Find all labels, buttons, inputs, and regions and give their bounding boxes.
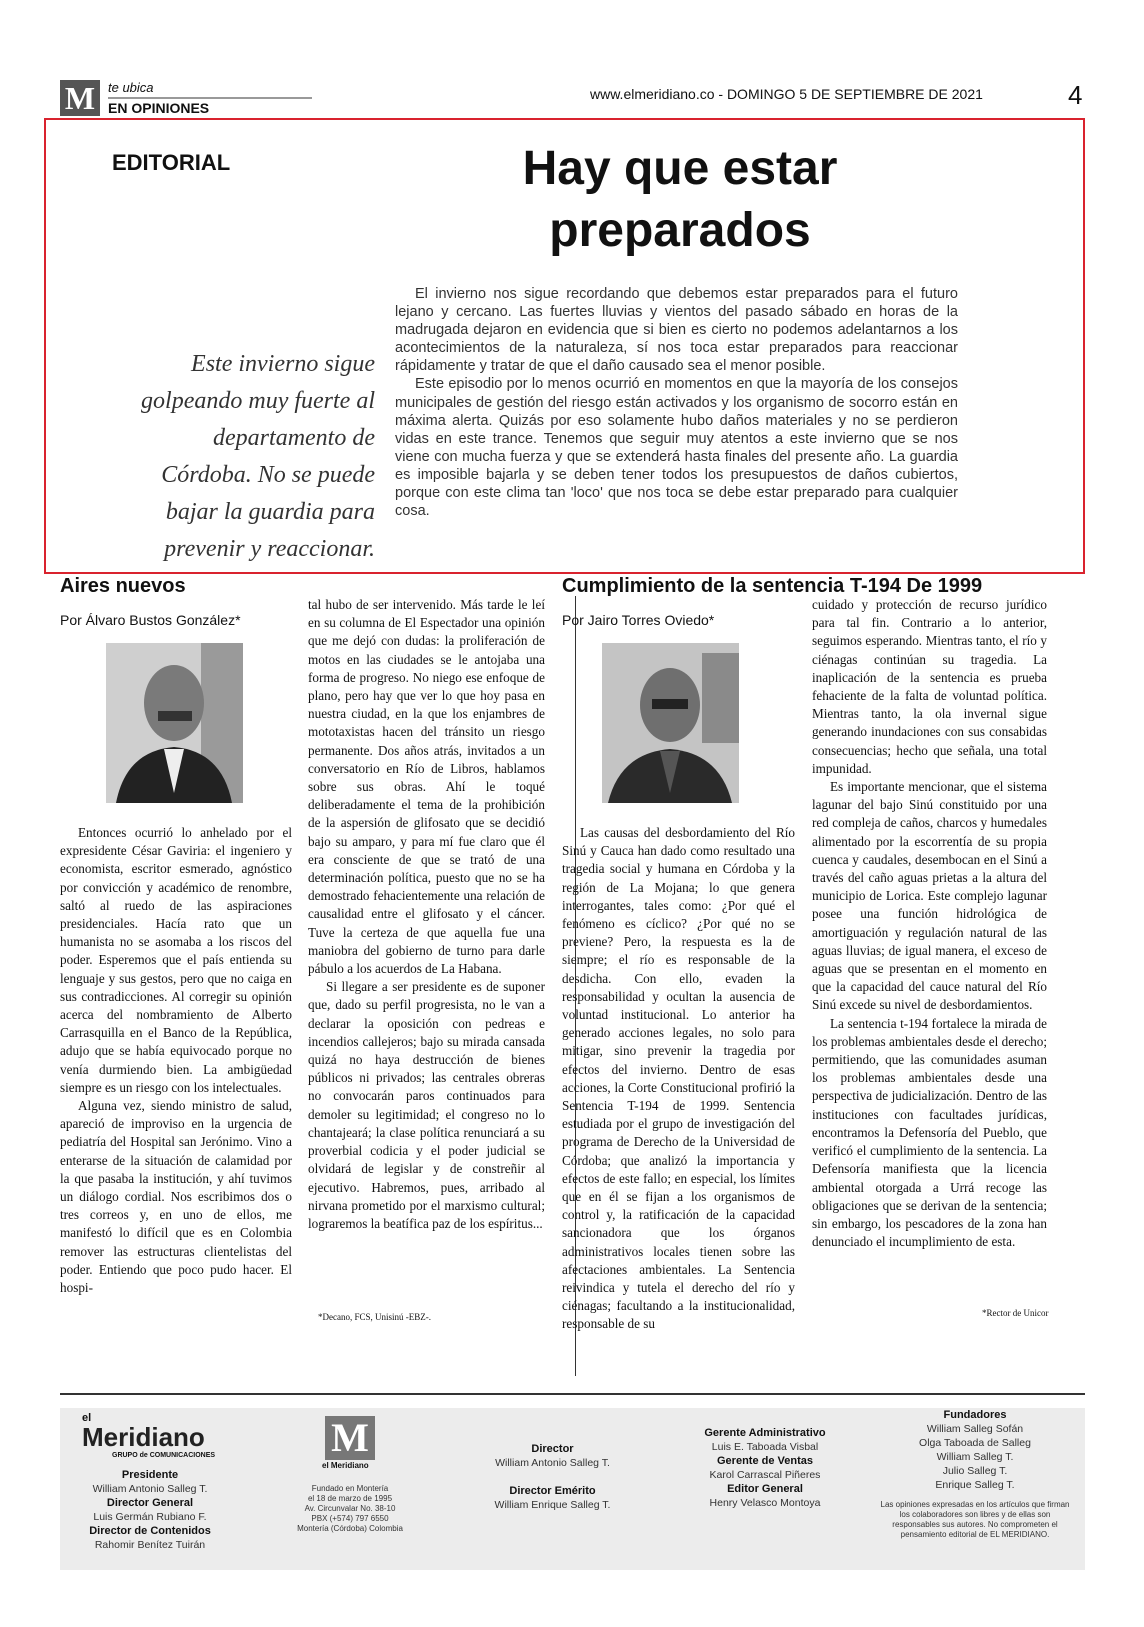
article1-title: Aires nuevos [60,575,186,597]
fundador-name: Olga Taboada de Salleg [919,1437,1031,1449]
masthead-logo: M [325,1416,375,1460]
director-emerito-name: William Enrique Salleg T. [494,1499,611,1511]
phone: PBX (+574) 797 6550 [311,1514,389,1523]
article2-column-2 [812,596,1047,1251]
editorial-paragraph: El invierno nos sigue recordando que debemos estar preparados para el futuro lejano y cercano. Las fuertes lluvias y vientos del pasado sábado en horas de la madrugada dejaron en evidencia que si bien es cierto no podemos adelantarnos a los acontecimientos de la naturaleza, sí nos toca estar preparados para reaccionar rápidamente y tratar de que el daño causado sea el menor posible. [395,286,958,375]
article1-footnote: *Decano, FCS, Unisinú -EBZ-. [318,1312,431,1322]
fundador-name: Julio Salleg T. [942,1465,1008,1477]
page-number: 4 [1068,80,1083,110]
article-paragraph: cuidado y protección de recurso jurídico para tal fin. Contrario a lo anterior, seguimos esperando. Mientras tanto, el río y ciénagas continúan su tragedia. La inaplicación de la sentencia es prueba fehaciente de la falta de voluntad política. Mientras tanto, la ola invernal sigue generando inundaciones con sus consabidas consecuencias; hecho que señala, una total impunidad. [812,597,1047,776]
article-paragraph: Es importante mencionar, que el sistema lagunar del bajo Sinú constituido por una red compleja de caños, charcos y humedales alimentado por la escorrentía de su propia cuenca y caudales, desembocan en el Sinú a través del caño aguas prietas a la altura del municipio de Lorica. Este complejo lagunar posee una función hidrológica de amortiguación y regulación natural de las aguas lluvias; de igual manera, el exceso de aguas que se presentan en el momento en que la capacidad del cauce natural del Río Sinú excede su nivel de desbordamientos. [812,779,1047,1013]
director-contenidos-label: Director de Contenidos [89,1525,211,1537]
author-photo-illustration [106,643,243,803]
director-contenidos-name: Rahomir Benítez Tuirán [94,1539,206,1551]
masthead-footer [60,1408,1085,1570]
brand-prefix: el [82,1412,92,1424]
editorial-title: Hay que estar preparados [522,142,838,257]
editorial-paragraph: Este episodio por lo menos ocurrió en momentos en que la mayoría de los consejos municipales de gestión del riesgo están activados y los organismo de socorro están en máxima alerta. Quizás por eso solamente hubo daños materiales y no se perdieron vidas en este trance. Tenemos que seguir muy atentos a este invierno que se nos viene con mucha fuerza y que se extenderá hasta finales del presente año. La guardia es imposible bajarla y se deben tener todos los presupuestos de daños cubiertos, porque con este clima tan 'loco' que nos toca se debe estar preparado para cualquier cosa. [395,376,958,520]
footer-rule [60,1393,1085,1395]
city: Montería (Córdoba) Colombia [297,1524,403,1533]
site-and-date: www.elmeridiano.co - DOMINGO 5 DE SEPTIEMBRE DE 2021 [590,86,983,102]
article1-author: Por Álvaro Bustos González* [60,612,241,628]
header-rule [108,97,312,99]
newspaper-logo: M [60,80,100,116]
article-paragraph: Alguna vez, siendo ministro de salud, apareció de improviso en la urgencia de pediatría del Hospital san Jerónimo. Vino a enterarse de la situación de calamidad por la que pasaba la institución, y ahí tuvimos un diálogo cordial. Nos escribimos dos o tres correos y, en uno de ellos, me manifestó lo difícil que es en Colombia remover las estructuras clientelistas del poder. Entiendo que poco pudo hacer. El hospi- [60,1098,292,1296]
gerente-ventas-name: Karol Carrascal Piñeres [709,1469,821,1481]
article-paragraph: Si llegare a ser presidente es de suponer que, dado su perfil progresista, no le van a declarar la oposición con pedreas e incendios callejeros; bajo su mirada cansada quizá no haya destrucción de bienes públicos ni privados; las centrales obreras no convocarán paros continuados para demoler su legitimidad; el congreso no lo chantajeará; la clase política renunciará a su proverbial codicia y el poder judicial se olvidará de legislar y de constreñir al ejecutivo. Habremos, pues, arribado al nirvana prometido por el marxismo cultural; lograremos la beatífica paz de los espíritus... [308,979,545,1231]
editor-general-label: Editor General [727,1483,803,1495]
author-photo-illustration [602,643,739,803]
article2-footnote: *Rector de Unicor [982,1308,1049,1318]
section-tag: te ubica [108,80,154,95]
article1-column-1 [60,824,292,1297]
presidente-label: Presidente [121,1469,179,1481]
article-paragraph: La sentencia t-194 fortalece la mirada de los problemas ambientales desde el derecho; permitiendo, que las comunidades asuman los problemas ambientales desde una perspectiva de judicialización. Dentro de las instituciones con facultades jurídicas, encontramos la Defensoría del Pueblo, que verificó el cumplimiento de la sentencia. La Defensoría manifiesta que la licencia ambiental otorgada a Urrá recoge las obligaciones que se derivan de la sentencia; sin embargo, los pescadores de la zona han denunciado el incumplimiento de esta. [812,1015,1047,1250]
article1-column-2 [308,596,545,1233]
brand-subtitle: GRUPO de COMUNICACIONES [112,1452,216,1459]
fundador-name: William Salleg T. [936,1451,1014,1463]
editorial-body [395,285,958,520]
author-photo [106,643,243,803]
editorial-pull-quote: Este invierno sigue golpeando muy fuerte al departamento de Córdoba. No se puede bajar la guardia para prevenir y reaccionar. [141,351,375,562]
editor-general-name: Henry Velasco Montoya [709,1497,821,1509]
editorial-label: EDITORIAL [112,150,231,175]
fundador-name: Enrique Salleg T. [935,1479,1015,1491]
article2-author: Por Jairo Torres Oviedo* [562,612,715,628]
article-paragraph: Las causas del desbordamiento del Río Sinú y Cauca han dado como resultado una tragedia social y humana en Córdoba y la región de La Mojana; lo que genera interrogantes, tales como: ¿Por qué el fenómeno es cíclico? ¿Por qué no se previene? Pero, la respuesta es la de siempre; el río es responsable de la desdicha. Con ello, evaden la responsabilidad y ocultan la ausencia de voluntad institucional. Lo anterior ha generado acciones legales, no solo para mitigar, sino prevenir la tragedia por efectos del invierno. Dentro de esas acciones, la Corte Constitucional profirió la Sentencia T-194 de 1999. Sentencia estudiada por el grupo de investigación del programa de Derecho de la Universidad de Córdoba; que analizó la importancia y efectos de este fallo; en especial, los límites que en él se fijan a los organismos de control y, la ratificación de la capacidad sancionadora que los órganos administrativos locales tienen sobre las afectaciones ambientales. La Sentencia reivindica y tutela el derecho del río y ciénagas; facultando a la institucionalidad, responsable de su [562,825,795,1332]
gerente-administrativo-name: Luis E. Taboada Visbal [711,1441,819,1453]
director-emerito-label: Director Emérito [509,1485,596,1497]
article2-title: Cumplimiento de la sentencia T-194 De 1999 [562,575,983,597]
section-name: EN OPINIONES [108,100,210,116]
author-photo [602,643,739,803]
masthead-logo-caption: el Meridiano [322,1461,369,1470]
fundador-name: William Salleg Sofán [926,1423,1024,1435]
founded-date: el 18 de marzo de 1995 [307,1494,393,1503]
disclaimer: Las opiniones expresadas en los artículos que firman los colaboradores son libres y de ellas son responsables sus autores. No comprometen el pensamiento editorial de EL MERIDIANO. [880,1500,1070,1539]
brand-name: Meridiano [82,1422,205,1452]
article-paragraph: tal hubo de ser intervenido. Más tarde le leí en su columna de El Espectador una opinión que me dejó con dudas: la proliferación de motos en las ciudades se le antojaba una forma de progreso. No niego ese enfoque de plano, pero hay que ver lo que hoy pasa en nuestra ciudad, en la que los enjambres de mototaxistas hacen del tránsito un riesgo permanente. Dos años atrás, invitados a un conversatorio en Río de Libros, hablamos sobre sus obras. Ahí le toqué deliberadamente el tema de la prohibición de la aspersión de glifosato que se decidió bajo su amparo, y para mí fue claro que él era consciente de que se trató de una determinación política, puesto que no se ha demostrado fehacientemente una relación de causalidad entre el glifosato y el cáncer. Tuve la certeza de que aquella fue una maniobra del gobierno de turno para darle pábulo a los acuerdos de La Habana. [308,597,545,977]
director-name: William Antonio Salleg T. [495,1457,610,1469]
address: Av. Circunvalar No. 38-10 [304,1504,396,1513]
director-label: Director [531,1443,574,1455]
article-paragraph: Entonces ocurrió lo anhelado por el expresidente César Gaviria: el ingeniero y economista, escritor esmerado, agnóstico por convicción y académico de renombre, saltó al ruedo de las aspiraciones presidenciales. Hacía rato que un humanista no se asomaba a los riscos del poder. Esperemos que el país entienda su lenguaje y sus gestos, pero que no caiga en sus contradicciones. Al corregir su opinión acerca del nombramiento de Alberto Carrasquilla en el Banco de la República, adujo que se había equivocado porque no venía durmiendo bien. La ambigüedad siempre es un riesgo con los intelectuales. [60,825,292,1095]
article2-column-1 [562,824,795,1334]
founded-text: Fundado en Montería [311,1484,389,1493]
fundadores-label: Fundadores [943,1409,1007,1421]
director-general-label: Director General [106,1497,194,1509]
presidente-name: William Antonio Salleg T. [92,1483,208,1495]
director-general-name: Luis Germán Rubiano F. [93,1511,207,1523]
gerente-administrativo-label: Gerente Administrativo [704,1427,826,1439]
gerente-ventas-label: Gerente de Ventas [717,1455,813,1467]
